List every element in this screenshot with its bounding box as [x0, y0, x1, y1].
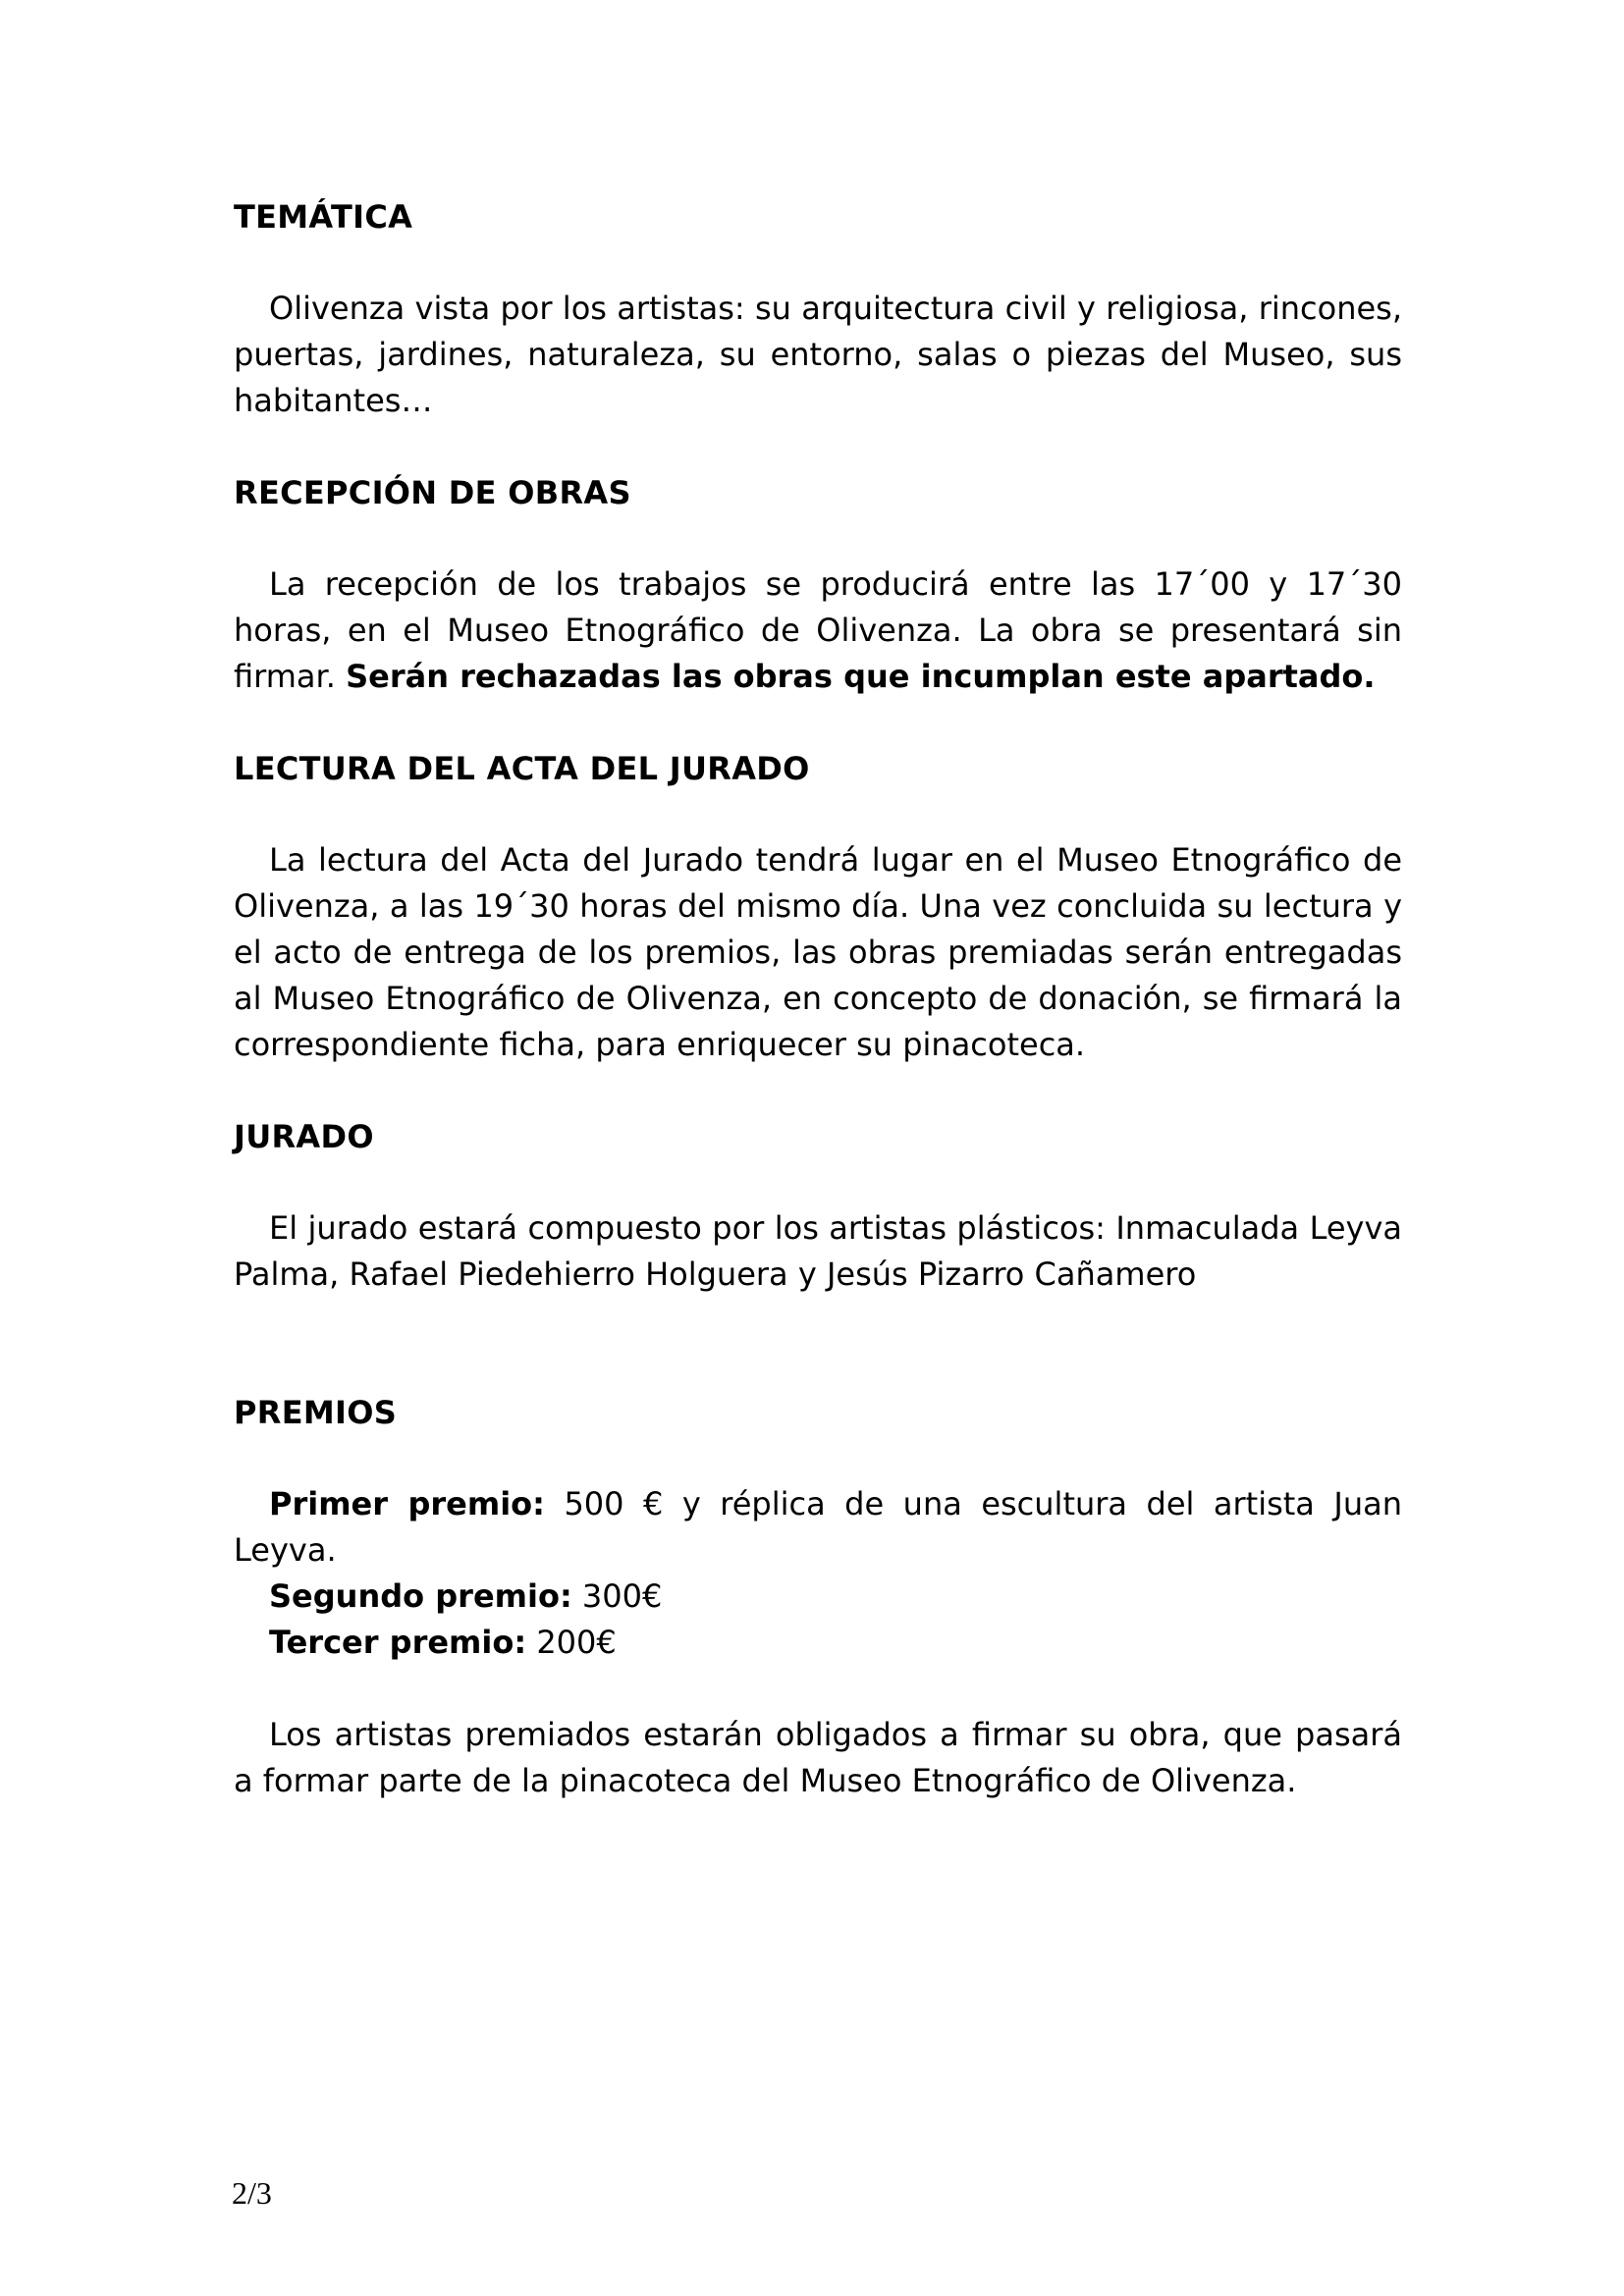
document-body [234, 194, 1402, 1850]
prize-item-first [234, 1481, 1402, 1574]
section-jurado [234, 1114, 1402, 1390]
section-heading-jurado: JURADO [234, 1118, 374, 1155]
section-tematica [234, 194, 1402, 424]
section-premios [234, 1390, 1402, 1804]
recepcion-text: La recepción de los trabajos se producirá entre las 17´00 y 17´30 horas, en el Museo Etnográfico de Olivenza. La obra se presentará sin firmar. [234, 565, 1402, 695]
prize-item-third [234, 1620, 1402, 1666]
section-text-lectura: La lectura del Acta del Jurado tendrá lugar en el Museo Etnográfico de Olivenza, a las 19´30 horas del mismo día. Una vez concluida su lectura y el acto de entrega de los premios, las obras premiadas serán entregadas al Museo Etnográfico de Olivenza, en concepto de donación, se firmará la correspondiente ficha, para enriquecer su pinacoteca. [234, 841, 1402, 1063]
premios-closing-text: Los artistas premiados estarán obligados a firmar su obra, que pasará a formar parte de la pinacoteca del Museo Etnográfico de Olivenza. [234, 1716, 1402, 1799]
prize-list [234, 1481, 1402, 1666]
page-number: 2/3 [232, 2175, 272, 2211]
prize-label: Primer premio: [269, 1485, 545, 1522]
section-text-recepcion [234, 561, 1402, 700]
prize-label: Segundo premio: [269, 1577, 572, 1615]
section-spacer [234, 1344, 1402, 1390]
section-heading-recepcion: RECEPCIÓN DE OBRAS [234, 474, 631, 511]
section-lectura [234, 746, 1402, 1068]
prize-value: 300€ [571, 1577, 663, 1615]
prize-value: 200€ [526, 1624, 617, 1661]
prize-item-second [234, 1574, 1402, 1620]
section-text-jurado: El jurado estará compuesto por los artistas plásticos: Inmaculada Leyva Palma, Rafael Piedehierro Holguera y Jesús Pizarro Cañamero [234, 1209, 1402, 1293]
prize-value: 500 € y réplica de una escultura del artista Juan Leyva. [234, 1485, 1403, 1569]
section-text-tematica: Olivenza vista por los artistas: su arquitectura civil y religiosa, rincones, puertas, jardines, naturaleza, su entorno, salas o piezas del Museo, sus habitantes… [234, 290, 1402, 419]
section-heading-lectura: LECTURA DEL ACTA DEL JURADO [234, 750, 810, 787]
recepcion-warning: Serán rechazadas las obras que incumplan este apartado. [346, 658, 1376, 695]
section-recepcion [234, 470, 1402, 700]
section-heading-tematica: TEMÁTICA [234, 198, 413, 236]
prize-label: Tercer premio: [269, 1624, 527, 1661]
section-heading-premios: PREMIOS [234, 1394, 398, 1431]
